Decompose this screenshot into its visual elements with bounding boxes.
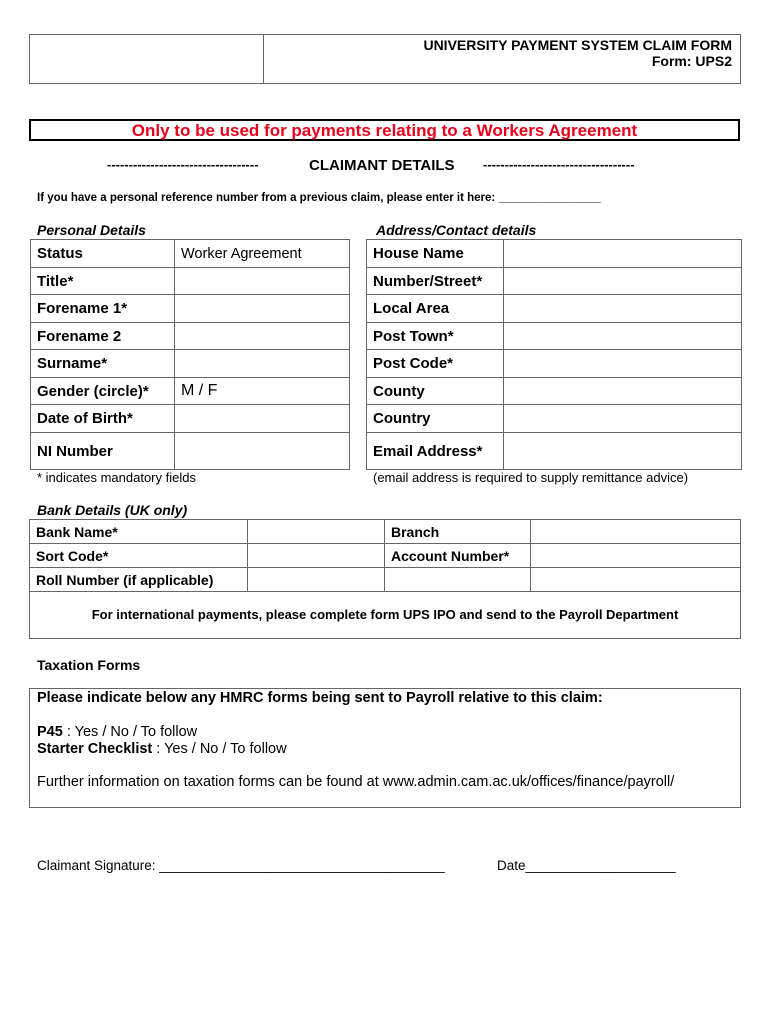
table-row [31,433,350,470]
form-title: UNIVERSITY PAYMENT SYSTEM CLAIM FORM [423,37,732,53]
street-field[interactable] [504,268,742,295]
header-box [29,34,741,84]
post-town-field[interactable] [504,323,742,350]
table-row [367,323,742,350]
date-line[interactable]: Date____________________ [497,858,676,873]
international-payments-note: For international payments, please complete form UPS IPO and send to the Payroll Department [91,607,679,622]
blank-cell [385,568,531,592]
sort-code-label: Sort Code* [30,544,248,568]
claimant-signature-line[interactable]: Claimant Signature: ______________________________________ [37,858,445,873]
blank-cell [531,568,741,592]
forename2-field[interactable] [175,323,350,350]
workers-agreement-banner [29,119,740,141]
table-row [367,405,742,433]
forename1-field[interactable] [175,295,350,323]
table-row [31,323,350,350]
form-code: Form: UPS2 [651,53,732,69]
starter-checklist-line[interactable] [37,741,287,757]
surname-label: Surname* [31,350,175,378]
claimant-details-title: CLAIMANT DETAILS [309,157,455,174]
table-row [367,350,742,378]
claimant-dashes-right: ----------------------------------- [483,157,635,172]
p45-line[interactable] [37,724,197,740]
bank-details-section [29,519,741,639]
bank-details-heading: Bank Details (UK only) [37,502,188,518]
address-details-heading: Address/Contact details [376,222,537,238]
claimant-dashes-left: ----------------------------------- [107,157,259,172]
house-name-label: House Name [367,240,504,268]
table-row [31,405,350,433]
roll-number-field[interactable] [248,568,385,592]
personal-details-heading: Personal Details [37,222,146,238]
table-row [367,295,742,323]
bank-details-table [29,519,741,592]
hmrc-forms-intro: Please indicate below any HMRC forms being sent to Payroll relative to this claim: [37,690,603,706]
table-row [30,544,741,568]
taxation-forms-box [29,688,741,808]
header-divider [263,35,264,83]
table-row [31,350,350,378]
local-area-field[interactable] [504,295,742,323]
house-name-field[interactable] [504,240,742,268]
table-row [367,268,742,295]
reference-number-line[interactable]: If you have a personal reference number from a previous claim, please enter it here: ________________ [37,192,601,204]
p45-options[interactable]: : Yes / No / To follow [62,724,198,740]
account-number-field[interactable] [531,544,741,568]
table-row [367,433,742,470]
mandatory-note: * indicates mandatory fields [37,470,196,485]
dob-label: Date of Birth* [31,405,175,433]
starter-checklist-options[interactable]: : Yes / No / To follow [152,741,287,757]
forename2-label: Forename 2 [31,323,175,350]
status-value: Worker Agreement [175,240,350,268]
surname-field[interactable] [175,350,350,378]
email-field[interactable] [504,433,742,470]
title-label: Title* [31,268,175,295]
personal-details-table [30,239,350,470]
gender-label: Gender (circle)* [31,378,175,405]
table-row [367,378,742,405]
table-row [31,240,350,268]
bank-name-label: Bank Name* [30,520,248,544]
branch-label: Branch [385,520,531,544]
email-note: (email address is required to supply remittance advice) [373,470,689,485]
table-row [367,240,742,268]
table-row [31,268,350,295]
account-number-label: Account Number* [385,544,531,568]
branch-field[interactable] [531,520,741,544]
post-town-label: Post Town* [367,323,504,350]
address-details-table [366,239,742,470]
title-field[interactable] [175,268,350,295]
taxation-forms-heading: Taxation Forms [37,657,141,673]
taxation-info: Further information on taxation forms can be found at www.admin.cam.ac.uk/offices/finance/payroll/ [37,774,675,790]
local-area-label: Local Area [367,295,504,323]
county-field[interactable] [504,378,742,405]
email-label: Email Address* [367,433,504,470]
post-code-label: Post Code* [367,350,504,378]
table-row [31,295,350,323]
p45-label: P45 [37,724,63,740]
ni-number-field[interactable] [175,433,350,470]
bank-name-field[interactable] [248,520,385,544]
roll-number-label: Roll Number (if applicable) [30,568,248,592]
ni-number-label: NI Number [31,433,175,470]
county-label: County [367,378,504,405]
banner-text: Only to be used for payments relating to a Workers Agreement [131,121,638,140]
status-label: Status [31,240,175,268]
table-row [30,520,741,544]
table-row [30,568,741,592]
forename1-label: Forename 1* [31,295,175,323]
post-code-field[interactable] [504,350,742,378]
street-label: Number/Street* [367,268,504,295]
country-label: Country [367,405,504,433]
starter-checklist-label: Starter Checklist [37,741,153,757]
sort-code-field[interactable] [248,544,385,568]
dob-field[interactable] [175,405,350,433]
table-row [31,378,350,405]
country-field[interactable] [504,405,742,433]
gender-field[interactable]: M / F [175,378,350,405]
